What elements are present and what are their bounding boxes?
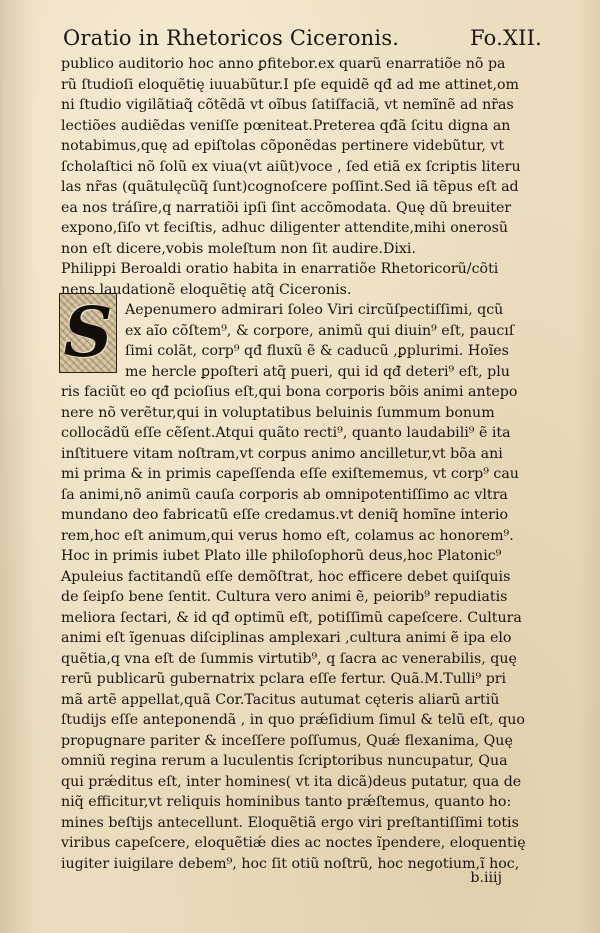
text-line: ea nos tráſire,q narratiõi ipſi ſint accõmodata. Quę dũ breuiter	[61, 199, 512, 216]
text-line: ris faciũt eo qđ pcioſius eſt,qui bona corporis bõis animi antepo	[61, 384, 518, 400]
text-line: inſtituere vitam noſtram,vt corpus animo ancilletur,vt bõa ani	[61, 445, 503, 462]
oration-heading-line: nens laudationẽ eloquẽtię atq̃ Ciceronis.	[61, 281, 352, 298]
folio-number: Fo.XII.	[470, 26, 542, 50]
text-line: niq̃ efficitur,vt reliquis hominibus tanto prǽſtemus, quanto ho:	[61, 794, 512, 810]
text-line: lectiões audiẽdas veniſſe pœniteat.Preterea qđã ſcitu digna an	[61, 117, 511, 134]
text-line: rerũ publicarũ gubernatrix pclara eſſe fertur. Quã.M.Tulli⁹ pri	[61, 671, 507, 687]
body-text	[61, 54, 531, 874]
text-line: omniũ regina rerum a luculentis ſcriptoribus nuncupatur, Qua	[61, 753, 508, 769]
text-line: las nr̃as (quãtulęcũq̃ ſunt)cognoſcere poſſint.Sed iã tẽpus eſt ad	[61, 179, 519, 195]
drop-cap-letter: S	[63, 293, 113, 373]
text-line: rũ ſtudioſi eloquẽtię iuuabũtur.I pſe equidẽ qđ ad me attinet,om	[61, 76, 519, 93]
text-line: propugnare pariter & inceſſere poſſumus, Quǽ flexanima, Quę	[61, 732, 513, 749]
text-line: meliora ſectari, & id qđ optimũ eſt, potiſſimũ capeſcere. Cultura	[61, 609, 522, 626]
text-line: mines beſtijs antecellunt. Eloquẽtiã ergo viri preſtantiſſimi totis	[61, 814, 519, 831]
oration-heading-line: Philippi Beroaldi oratio habita in enarratiõe Rhetoricorũ/cõti	[61, 261, 499, 277]
text-line-indented: Aepenumero admirari ſoleo Viri circũſpectiſſimi, qcũ	[125, 302, 504, 318]
text-line: ſcholaſtici nõ ſolũ ex viua(vt aiũt)voce , ſed etiã ex ſcriptis literu	[61, 158, 521, 175]
text-line: iugiter iuigilare debem⁹, hoc ſit otiũ noſtrũ, hoc negotium,ĩ hoc,	[61, 855, 520, 872]
text-line-indented: ſimi colãt, corp⁹ qđ fluxũ ẽ & caducũ ,ꝑplurimi. Hoĩes	[125, 343, 509, 359]
signature-mark: b.iiij	[470, 870, 502, 886]
text-line: Apuleius factitandũ eſſe demõſtrat, hoc efficere debet quiſquis	[61, 568, 511, 585]
text-line: publico auditorio hoc anno ꝑfitebor.ex quarũ enarratiõe nõ pa	[61, 56, 506, 72]
text-line: de ſeipſo bene ſentit. Cultura vero animi ẽ, peiorib⁹ repudiatis	[61, 589, 508, 605]
text-line: qui prǽditus eſt, inter homines( vt ita dicã)deus putatur, qua de	[61, 773, 522, 790]
text-line: ni ſtudio vigilãtiaq̃ cõtẽdã vt oĩbus ſatiſfaciã, vt nemĩnẽ ad nr̃as	[61, 97, 514, 113]
text-line: viribus capeſcere, eloquẽtiǽ dies ac noctes ĩpendere, eloquentię	[61, 835, 526, 851]
text-line: notabimus,quę ad epiſtolas cõponẽdas pertinere videbũtur, vt	[61, 138, 505, 154]
text-line: collocãdũ eſſe cẽſent.Atqui quãto recti⁹, quanto laudabili⁹ ẽ ita	[61, 425, 511, 441]
text-line: quẽtia,q vna eſt de ſummis virtutib⁹, q ſacra ac venerabilis, quę	[61, 650, 517, 667]
text-line: rem,hoc eſt animum,qui verus homo eſt, colamus ac honorem⁹.	[61, 527, 514, 544]
text-line: ſa animi,nõ animũ cauſa corporis ab omnipotentiſſimo ac vltra	[61, 486, 508, 503]
text-line: nere nõ verẽtur,qui in voluptatibus beluinis ſummum bonum	[61, 404, 495, 421]
text-line: expono,ſiſo vt feciſtis, adhuc diligenter attendite,mihi onerosũ	[61, 220, 509, 236]
text-line: mã artẽ appellat,quã Cor.Tacitus autumat cęteris aliarũ artiũ	[61, 691, 500, 708]
page-header	[63, 26, 542, 50]
text-line: mundano deo fabricatũ eſſe credamus.vt deniq̃ homĩne interio	[61, 507, 509, 523]
text-line: mi prima & in primis capeſſenda eſſe exiſtememus, vt corp⁹ cau	[61, 466, 519, 482]
running-title: Oratio in Rhetoricos Ciceronis.	[63, 26, 400, 50]
text-line: non eſt dicere,vobis moleſtum non ſit audire.Dixi.	[61, 240, 416, 257]
text-line-indented: me hercle ꝑpoſteri atq̃ pueri, qui id qđ deteri⁹ eſt, plu	[125, 363, 510, 380]
text-line: Hoc in primis iubet Plato ille philoſophorũ deus,hoc Platonic⁹	[61, 548, 502, 564]
text-line-indented: ex aĩo cõſtem⁹, & corpore, animũ qui diuin⁹ eſt, paucıſ	[125, 322, 515, 339]
text-line: animi eſt ĩgenuas diſciplinas amplexari ,cultura animi ẽ ipa elo	[61, 630, 512, 646]
text-line: ſtudijs eſſe anteponendã , in quo prǽſidium ſimul & telũ eſt, quo	[61, 712, 525, 728]
